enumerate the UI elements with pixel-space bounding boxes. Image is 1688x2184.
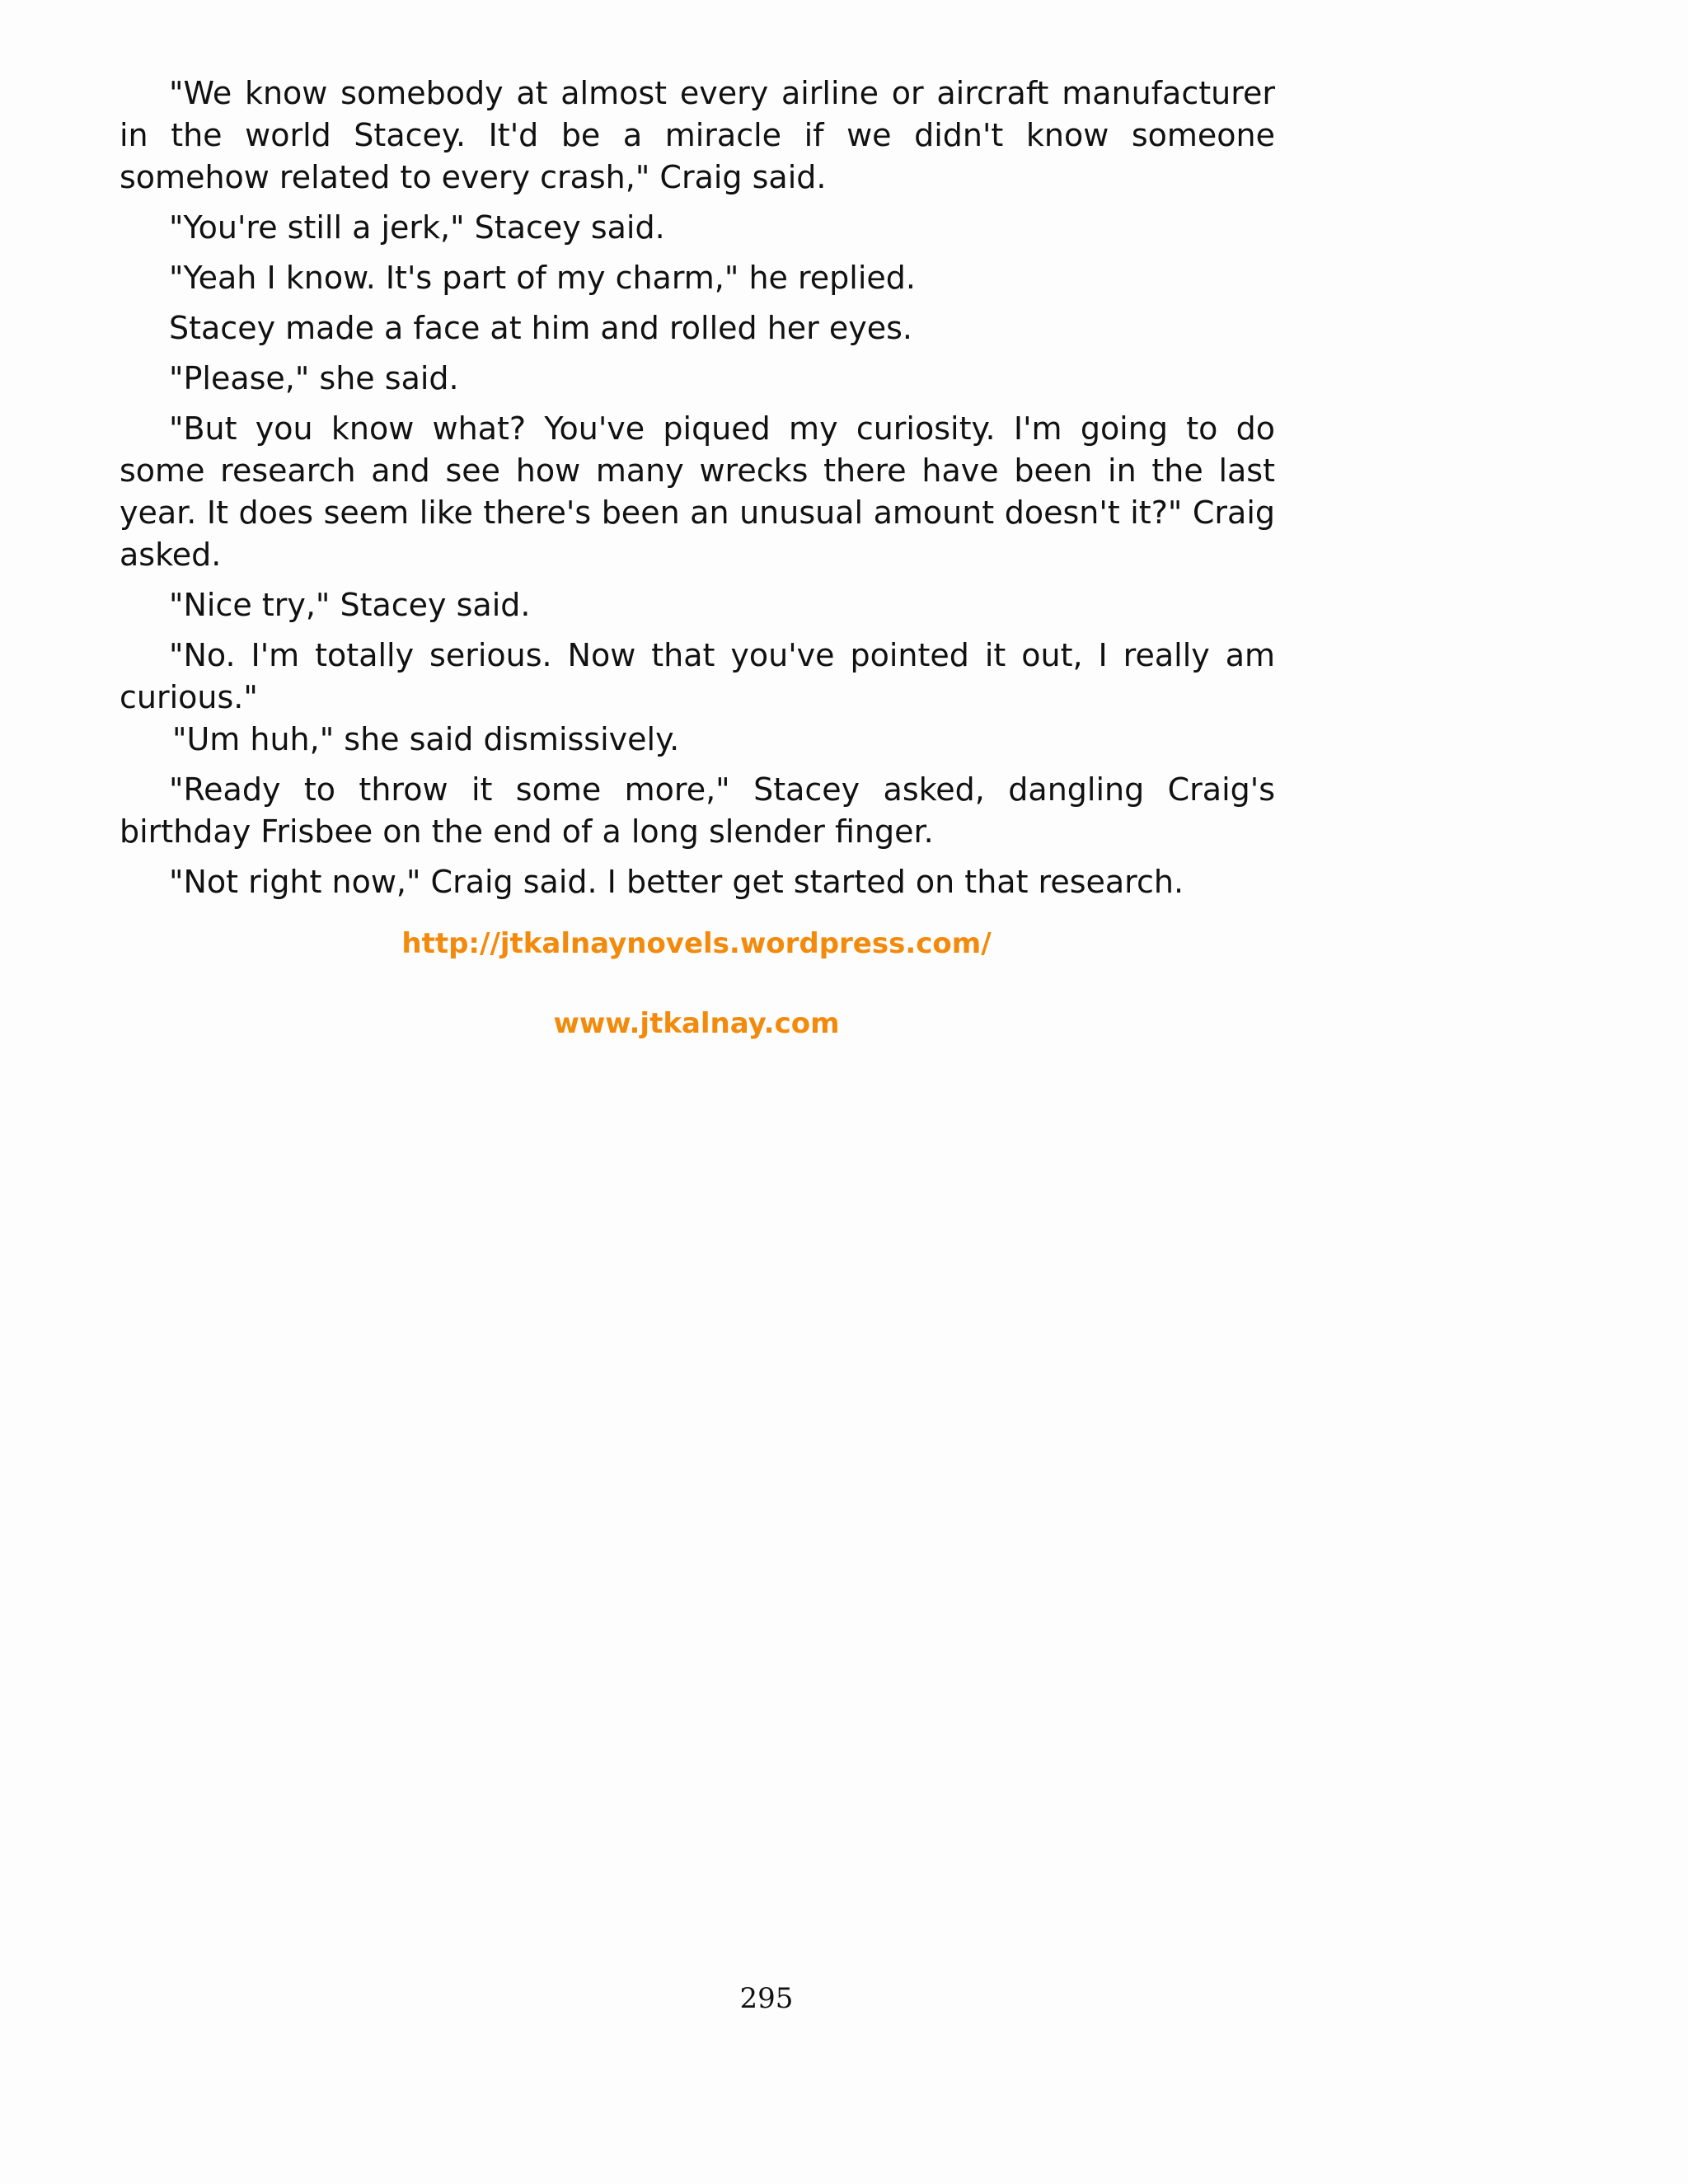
paragraph-11: "Not right now," Craig said. I better get started on that research. (169, 864, 1184, 900)
paragraph-3: "Yeah I know. It's part of my charm," he replied. (169, 260, 916, 296)
page-number: 295 (739, 1982, 794, 2015)
paragraph-1: "We know somebody at almost every airline or aircraft manufacturer in the world Stacey. It'd be a miracle if we didn't know someone somehow related to every crash," Craig said. (120, 75, 1275, 195)
site-link-row (120, 1007, 1273, 1040)
paragraph-5: "Please," she said. (169, 360, 459, 396)
body-text (120, 73, 1275, 912)
paragraph-9: "Um huh," she said dismissively. (172, 721, 680, 757)
blog-link[interactable]: http://jtkalnaynovels.wordpress.com/ (401, 927, 992, 960)
site-link[interactable]: www.jtkalnay.com (553, 1007, 840, 1040)
paragraph-4: Stacey made a face at him and rolled her eyes. (169, 310, 912, 346)
paragraph-2: "You're still a jerk," Stacey said. (169, 209, 665, 246)
paragraph-7: "Nice try," Stacey said. (169, 587, 531, 623)
paragraph-8: "No. I'm totally serious. Now that you've pointed it out, I really am curious." (120, 637, 1275, 715)
paragraph-10: "Ready to throw it some more," Stacey asked, dangling Craig's birthday Frisbee on the end of a long slender finger. (120, 771, 1275, 850)
blog-link-row (120, 927, 1273, 960)
paragraph-6: "But you know what? You've piqued my curiosity. I'm going to do some research and see how many wrecks there have been in the last year. It does seem like there's been an unusual amount doesn't it?" Craig asked. (120, 410, 1275, 573)
